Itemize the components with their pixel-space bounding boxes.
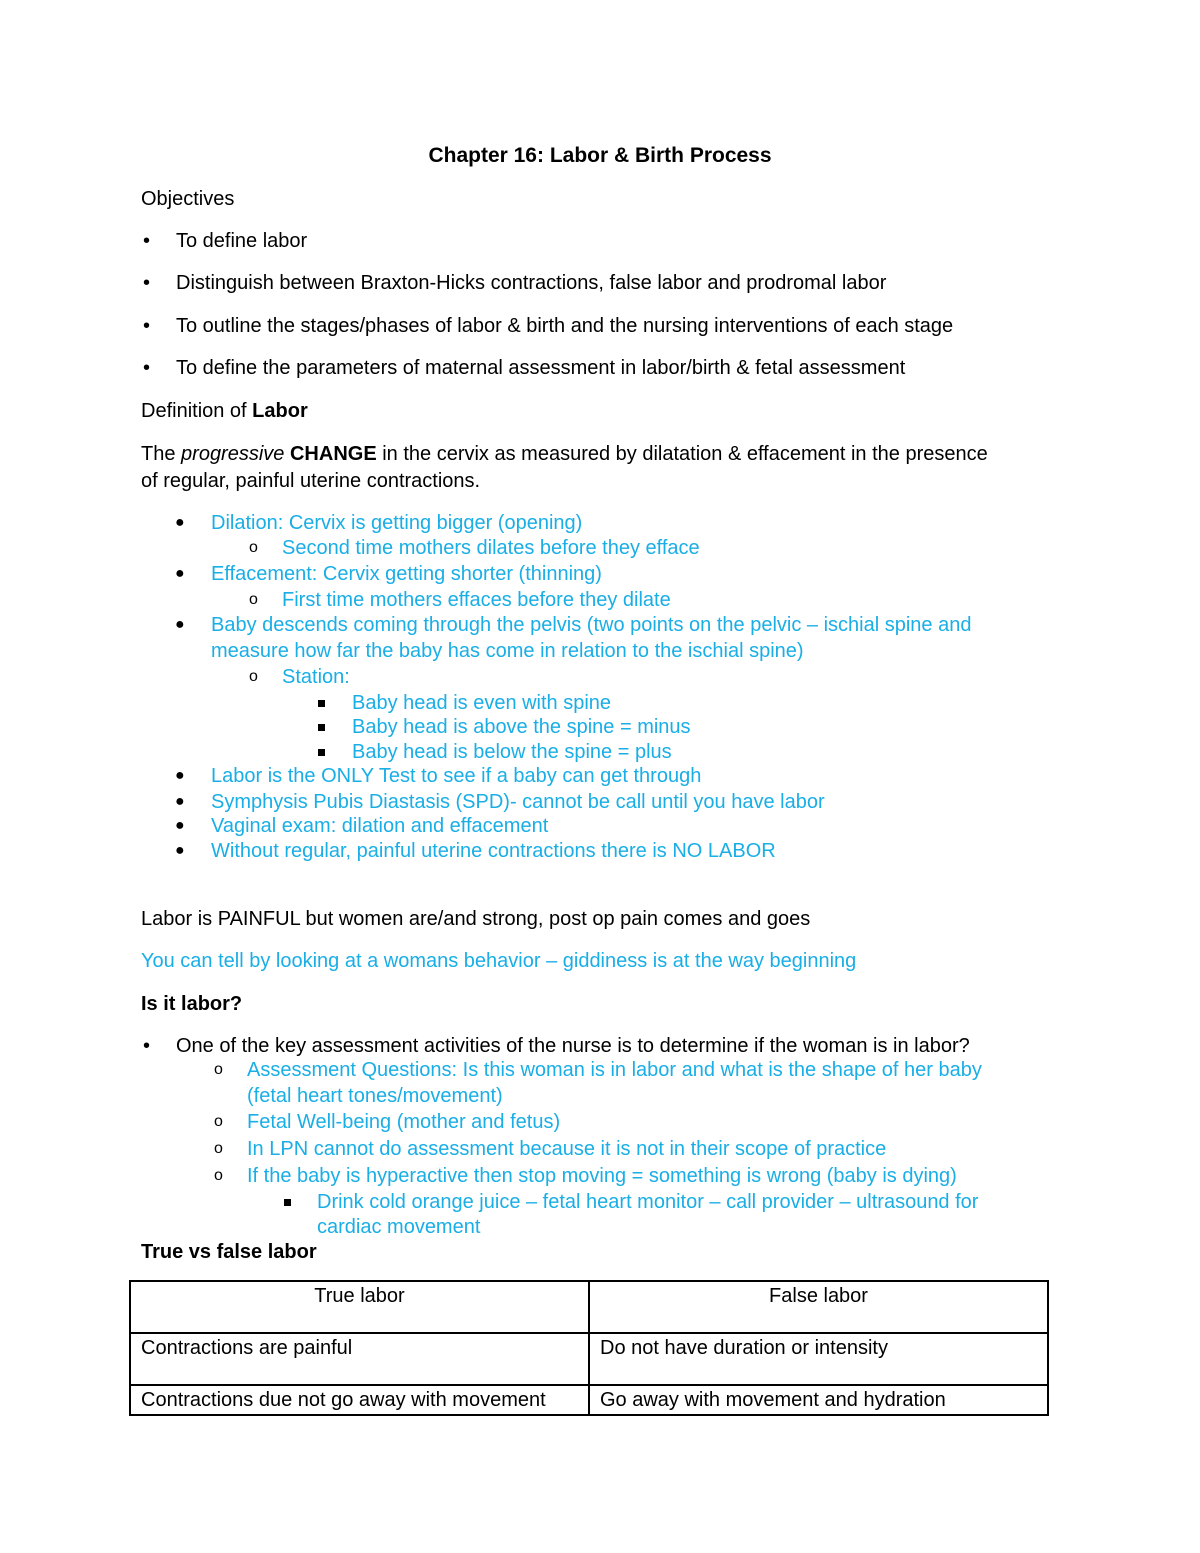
objective-item: To define labor <box>176 230 308 252</box>
hollow-bullet-icon: o <box>214 1167 223 1184</box>
bullet-icon: ● <box>175 616 185 633</box>
true-false-heading: True vs false labor <box>141 1241 317 1263</box>
table-header-cell: False labor <box>589 1281 1048 1333</box>
definition-progressive: progressive <box>181 443 285 465</box>
square-bullet-icon <box>318 724 325 731</box>
is-it-labor-heading: Is it labor? <box>141 993 243 1015</box>
hollow-bullet-icon: o <box>214 1061 223 1078</box>
orange-juice-line2: cardiac movement <box>317 1216 481 1238</box>
note-item: Without regular, painful uterine contractions there is NO LABOR <box>211 840 776 862</box>
hollow-bullet-icon: o <box>249 591 258 608</box>
definition-paragraph-line1 <box>141 442 988 466</box>
station-item: Baby head is below the spine = plus <box>352 741 672 763</box>
table-row <box>130 1385 1048 1415</box>
assessment-questions-line2: (fetal heart tones/movement) <box>247 1085 503 1107</box>
page-title: Chapter 16: Labor & Birth Process <box>428 144 772 167</box>
true-false-table <box>129 1280 1049 1416</box>
bullet-icon: • <box>143 315 151 337</box>
bullet-icon: ● <box>175 793 185 810</box>
assessment-questions-line1: Assessment Questions: Is this woman is in labor and what is the shape of her baby <box>247 1059 982 1081</box>
square-bullet-icon <box>318 749 325 756</box>
note-descends-line1: Baby descends coming through the pelvis (two points on the pelvic – ischial spine and <box>211 614 972 636</box>
note-effacement: Effacement: Cervix getting shorter (thinning) <box>211 563 602 585</box>
table-row <box>130 1333 1048 1385</box>
table-cell: Contractions due not go away with movement <box>130 1385 589 1415</box>
definition-rest: in the cervix as measured by dilatation & effacement in the presence <box>376 443 988 465</box>
definition-heading-prefix: Definition of <box>141 400 253 422</box>
behavior-line: You can tell by looking at a womans behavior – giddiness is at the way beginning <box>141 950 857 972</box>
objective-item: Distinguish between Braxton-Hicks contractions, false labor and prodromal labor <box>176 272 887 294</box>
hollow-bullet-icon: o <box>214 1140 223 1157</box>
station-item: Baby head is above the spine = minus <box>352 716 691 738</box>
table-header-cell: True labor <box>130 1281 589 1333</box>
objective-item: To define the parameters of maternal assessment in labor/birth & fetal assessment <box>176 357 906 379</box>
note-dilation-sub: Second time mothers dilates before they effacе <box>282 537 700 559</box>
is-it-labor-bullet: One of the key assessment activities of the nurse is to determine if the woman is in labor? <box>176 1035 970 1057</box>
note-dilation: Dilation: Cervix is getting bigger (opening) <box>211 512 583 534</box>
definition-heading-bold: Labor <box>252 400 308 422</box>
hyperactive-note: If the baby is hyperactive then stop moving = something is wrong (baby is dying) <box>247 1165 957 1187</box>
definition-change: CHANGE <box>289 443 377 465</box>
definition-paragraph-line2: of regular, painful uterine contractions. <box>141 470 481 492</box>
note-effacement-sub: First time mothers effaces before they dilate <box>282 589 671 611</box>
fetal-well-being: Fetal Well-being (mother and fetus) <box>247 1111 561 1133</box>
bullet-icon: • <box>143 1035 151 1057</box>
bullet-icon: • <box>143 357 151 379</box>
table-cell: Do not have duration or intensity <box>589 1333 1048 1385</box>
station-item: Baby head is even with spine <box>352 692 612 714</box>
bullet-icon: • <box>143 230 151 252</box>
square-bullet-icon <box>318 700 325 707</box>
bullet-icon: ● <box>175 767 185 784</box>
objective-item: To outline the stages/phases of labor & birth and the nursing interventions of each stage <box>176 315 954 337</box>
note-station: Station: <box>282 666 350 688</box>
table-cell: Contractions are painful <box>130 1333 589 1385</box>
painful-line: Labor is PAINFUL but women are/and strong, post op pain comes and goes <box>141 908 811 930</box>
orange-juice-line1: Drink cold orange juice – fetal heart monitor – call provider – ultrasound for <box>317 1191 979 1213</box>
hollow-bullet-icon: o <box>249 539 258 556</box>
note-item: Vaginal exam: dilation and effacement <box>211 815 549 837</box>
table-header-row <box>130 1281 1048 1333</box>
note-item: Symphysis Pubis Diastasis (SPD)- cannot be call until you have labor <box>211 791 825 813</box>
definition-heading <box>141 399 308 423</box>
note-item: Labor is the ONLY Test to see if a baby can get through <box>211 765 702 787</box>
definition-the: The <box>141 443 182 465</box>
lpn-note: In LPN cannot do assessment because it is not in their scope of practice <box>247 1138 887 1160</box>
bullet-icon: ● <box>175 817 185 834</box>
objectives-heading: Objectives <box>141 188 235 210</box>
square-bullet-icon <box>284 1199 291 1206</box>
hollow-bullet-icon: o <box>214 1113 223 1130</box>
note-descends-line2: measure how far the baby has come in relation to the ischial spine) <box>211 640 804 662</box>
bullet-icon: • <box>143 272 151 294</box>
bullet-icon: ● <box>175 514 185 531</box>
table-cell: Go away with movement and hydration <box>589 1385 1048 1415</box>
bullet-icon: ● <box>175 842 185 859</box>
hollow-bullet-icon: o <box>249 668 258 685</box>
bullet-icon: ● <box>175 565 185 582</box>
